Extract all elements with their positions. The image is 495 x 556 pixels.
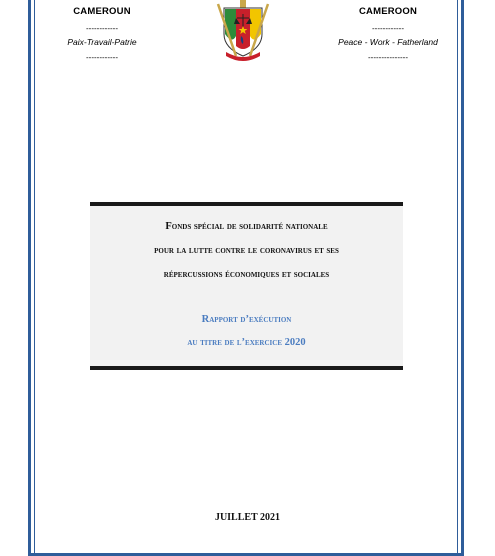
motto-en: Peace - Work - Fatherland bbox=[338, 37, 438, 47]
title-line-2: pour la lutte contre le coronavirus et ses bbox=[154, 245, 339, 256]
title-box bbox=[90, 202, 403, 370]
subtitle-line-2: au titre de l’exercice 2020 bbox=[187, 337, 306, 348]
separator: ------------ bbox=[86, 53, 118, 62]
separator: ------------ bbox=[372, 24, 404, 33]
country-name-en: CAMEROON bbox=[358, 6, 418, 17]
header-left bbox=[22, 6, 182, 63]
separator: --------------- bbox=[368, 53, 408, 62]
separator: ------------ bbox=[86, 24, 118, 33]
subtitle-line-1: Rapport d’exécution bbox=[201, 314, 292, 325]
title-line-1: Fonds spécial de solidarité nationale bbox=[165, 221, 328, 232]
motto-fr: Paix-Travail-Patrie bbox=[67, 37, 137, 47]
header-right bbox=[308, 6, 468, 63]
title-line-3: répercussions économiques et sociales bbox=[163, 269, 330, 280]
shield-green-band bbox=[225, 9, 236, 40]
shield-yellow-band bbox=[250, 9, 261, 40]
publication-date: JUILLET 2021 bbox=[214, 512, 281, 523]
country-name-fr: CAMEROUN bbox=[73, 6, 131, 17]
coat-of-arms-icon bbox=[210, 0, 276, 62]
